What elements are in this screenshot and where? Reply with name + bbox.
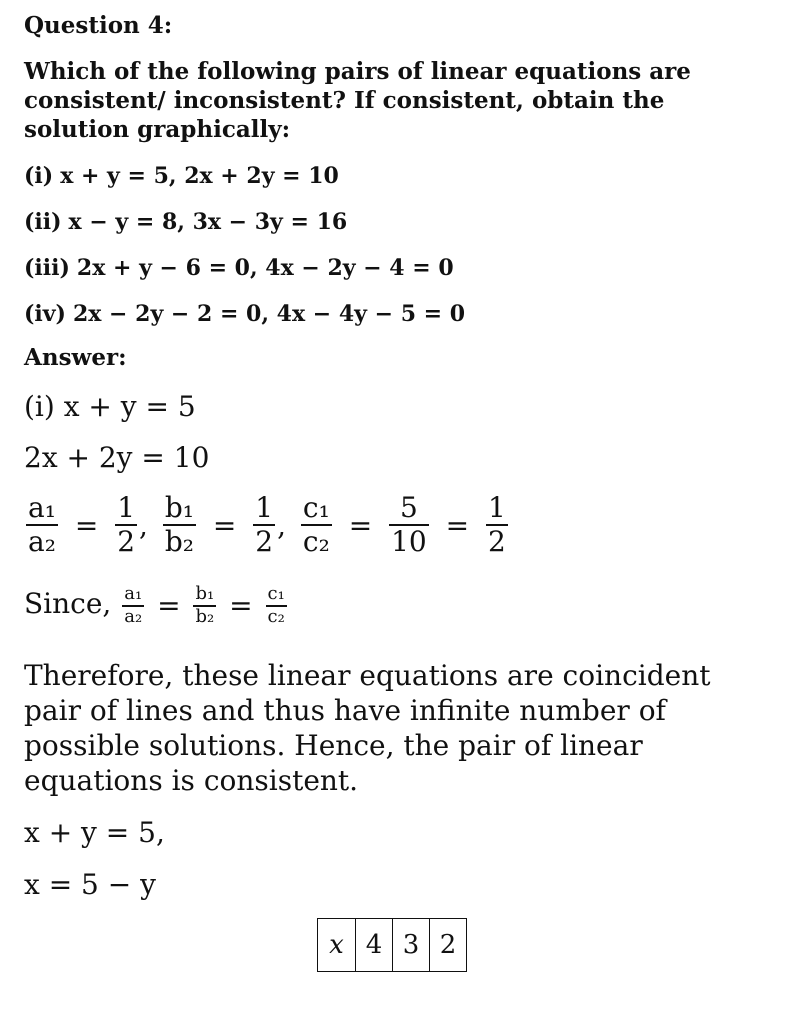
ratio-a-value: $\frac{1}{2}$ [117, 491, 136, 559]
ratio-b: $\frac{\text{b₁}}{\text{b₂}}$ [164, 491, 194, 559]
table-cell: 3 [393, 919, 430, 972]
equation-b: x = 5 − y [24, 868, 156, 901]
part-iii [24, 255, 454, 281]
part-iv [24, 301, 465, 327]
ratio-c-value: $\frac{1}{2}$ [488, 491, 506, 559]
part-label: (iii) [24, 255, 70, 281]
part-i [24, 163, 339, 189]
ratio-c: $\frac{\text{c₁}}{\text{c₂}}$ [302, 491, 330, 559]
since-ratio-c: $\frac{\text{c₁}}{\text{c₂}}$ [267, 583, 285, 627]
equation-a: x + y = 5, [24, 816, 165, 849]
part-ii [24, 209, 347, 235]
table-cell: 4 [356, 919, 393, 972]
answer-label: Answer: [24, 344, 127, 371]
since-ratio-b: $\frac{\text{b₁}}{\text{b₂}}$ [195, 583, 215, 627]
ratio-a: $\frac{\text{a₁}}{\text{a₂}}$ [28, 491, 56, 559]
question-text: Which of the following pairs of linear equations are consistent/ inconsistent? If consistent, obtain the solution graphically: [24, 58, 691, 143]
table-cell: 2 [430, 919, 467, 972]
answer-equation-1: (i) x + y = 5 [24, 390, 196, 423]
question-title: Question 4: [24, 12, 173, 39]
table-row [318, 919, 467, 972]
answer-equation-2: 2x + 2y = 10 [24, 441, 210, 474]
part-label: (iv) [24, 301, 66, 327]
x-values-table [317, 918, 467, 972]
table-header-x: x [318, 919, 356, 972]
ratio-c-mid: $\frac{5}{10}$ [391, 491, 427, 559]
since-label: Since, [24, 587, 112, 621]
ratio-row: $\frac{\text{a₁}}{\text{a₂}}$ = $\frac{1}{2}$ , $\frac{\text{b₁}}{\text{b₂}}$ = $\frac{1}{2}$ , $\frac{\text{c₁}}{\text{c₂}}$ = $\frac{5}{10}$ = $\frac{1}{2}$ [28, 491, 506, 559]
conclusion-paragraph: Therefore, these linear equations are coincident pair of lines and thus have infinite number of possible solutions. Hence, the pair of linear equations is consistent. [24, 659, 711, 797]
part-equation: 2x − 2y − 2 = 0, 4x − 4y − 5 = 0 [72, 301, 466, 327]
part-label: (i) [24, 163, 54, 189]
part-label: (ii) [24, 209, 62, 235]
since-line: Since, $\frac{\text{a₁}}{\text{a₂}}$ = $\frac{\text{b₁}}{\text{b₂}}$ = $\frac{\text{c₁}}{\text{c₂}}$ [24, 583, 285, 627]
since-ratio-a: $\frac{\text{a₁}}{\text{a₂}}$ [124, 583, 143, 627]
part-equation: x − y = 8, 3x − 3y = 16 [68, 209, 348, 235]
part-equation: 2x + y − 6 = 0, 4x − 2y − 4 = 0 [76, 255, 454, 281]
ratio-b-value: $\frac{1}{2}$ [255, 491, 274, 559]
part-equation: x + y = 5, 2x + 2y = 10 [60, 163, 339, 189]
